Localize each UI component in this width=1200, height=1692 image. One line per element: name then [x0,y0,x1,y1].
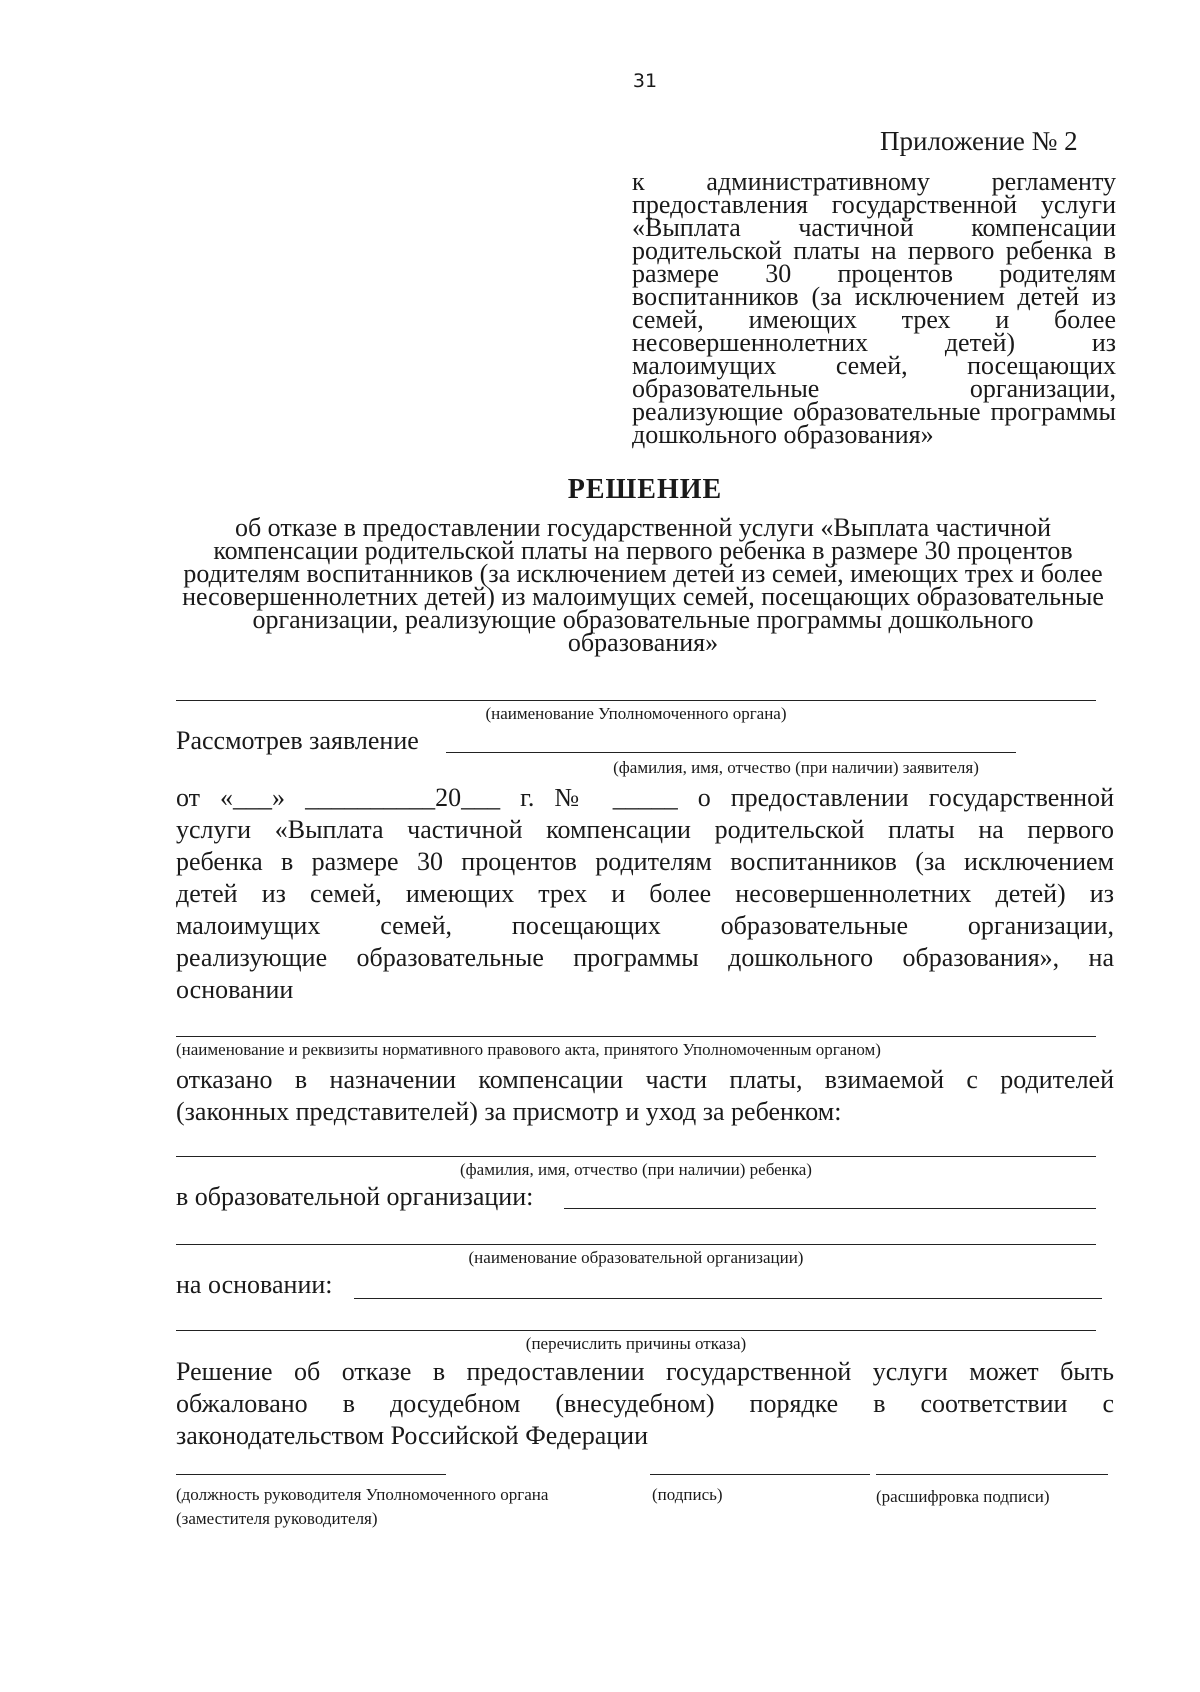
authority-caption: (наименование Уполномоченного органа) [485,704,787,723]
signature-field-line[interactable] [650,1474,870,1475]
position-field-line[interactable] [176,1474,446,1475]
org-caption: (наименование образовательной организации) [468,1248,804,1267]
body-line-3: детей из семей, имеющих трех и более несовершеннолетних детей) из [176,879,1114,908]
applicant-caption: (фамилия, имя, отчество (при наличии) заявителя) [613,758,979,777]
body-line-4: малоимущих семей, посещающих образовательные организации, [176,911,1114,940]
refusal-line-2: (законных представителей) за присмотр и уход за ребенком: [176,1097,842,1126]
org-field-line-1[interactable] [564,1208,1096,1209]
reasons-caption: (перечислить причины отказа) [525,1334,747,1353]
act-caption: (наименование и реквизиты нормативного правового акта, принятого Уполномоченным органом) [176,1040,881,1059]
considered-label: Рассмотрев заявление [176,726,419,755]
basis-field-line-2[interactable] [176,1330,1096,1331]
body-line-2: ребенка в размере 30 процентов родителям воспитанников (за исключением [176,847,1114,876]
position-caption-2: (заместителя руководителя) [176,1509,378,1528]
act-field-line[interactable] [176,1036,1096,1037]
page-number: 31 [632,70,658,92]
applicant-field-line[interactable] [446,752,1016,753]
org-label: в образовательной организации: [176,1182,534,1211]
authority-field-line[interactable] [176,700,1096,701]
decision-subtitle: об отказе в предоставлении государственной услуги «Выплата частичной компенсации родительской платы на первого ребенка в размере 30 процентов родителям воспитанников (за исключением детей из семей, имеющих трех и более несовершеннолетних детей) из малоимущих семей, посещающих образовательные организации, реализующие образовательные программы дошкольного образования» [182,513,1104,657]
decision-title: РЕШЕНИЕ [567,474,723,505]
appeal-line-1: Решение об отказе в предоставлении государственной услуги может быть [176,1357,1114,1386]
decode-field-line[interactable] [876,1474,1108,1475]
date-line: от «___» __________20___ г. № _____ о предоставлении государственной [176,783,1114,812]
appeal-line-2: обжаловано в досудебном (внесудебном) порядке в соответствии с [176,1389,1114,1418]
basis-label: на основании: [176,1270,333,1299]
body-line-5: реализующие образовательные программы дошкольного образования», на [176,943,1114,972]
body-line-1: услуги «Выплата частичной компенсации родительской платы на первого [176,815,1114,844]
refusal-line-1: отказано в назначении компенсации части платы, взимаемой с родителей [176,1065,1114,1094]
basis-field-line-1[interactable] [354,1298,1102,1299]
org-field-line-2[interactable] [176,1244,1096,1245]
decode-caption: (расшифровка подписи) [876,1487,1050,1506]
appeal-line-3: законодательством Российской Федерации [176,1421,648,1450]
position-caption-1: (должность руководителя Уполномоченного органа [176,1485,549,1504]
child-caption: (фамилия, имя, отчество (при наличии) ребенка) [460,1160,812,1179]
appendix-title: Приложение № 2 [880,126,1078,156]
child-field-line[interactable] [176,1156,1096,1157]
appendix-body: к административному регламенту предоставления государственной услуги «Выплата частичной компенсации родительской платы на первого ребенка в размере 30 процентов родителям воспитанников (за исключением детей из семей, имеющих трех и более несовершеннолетних детей) из малоимущих семей, посещающих образовательные организации, реализующие образовательные программы дошкольного образования» [632,167,1116,449]
signature-caption: (подпись) [652,1485,723,1504]
body-line-6: основании [176,975,294,1004]
